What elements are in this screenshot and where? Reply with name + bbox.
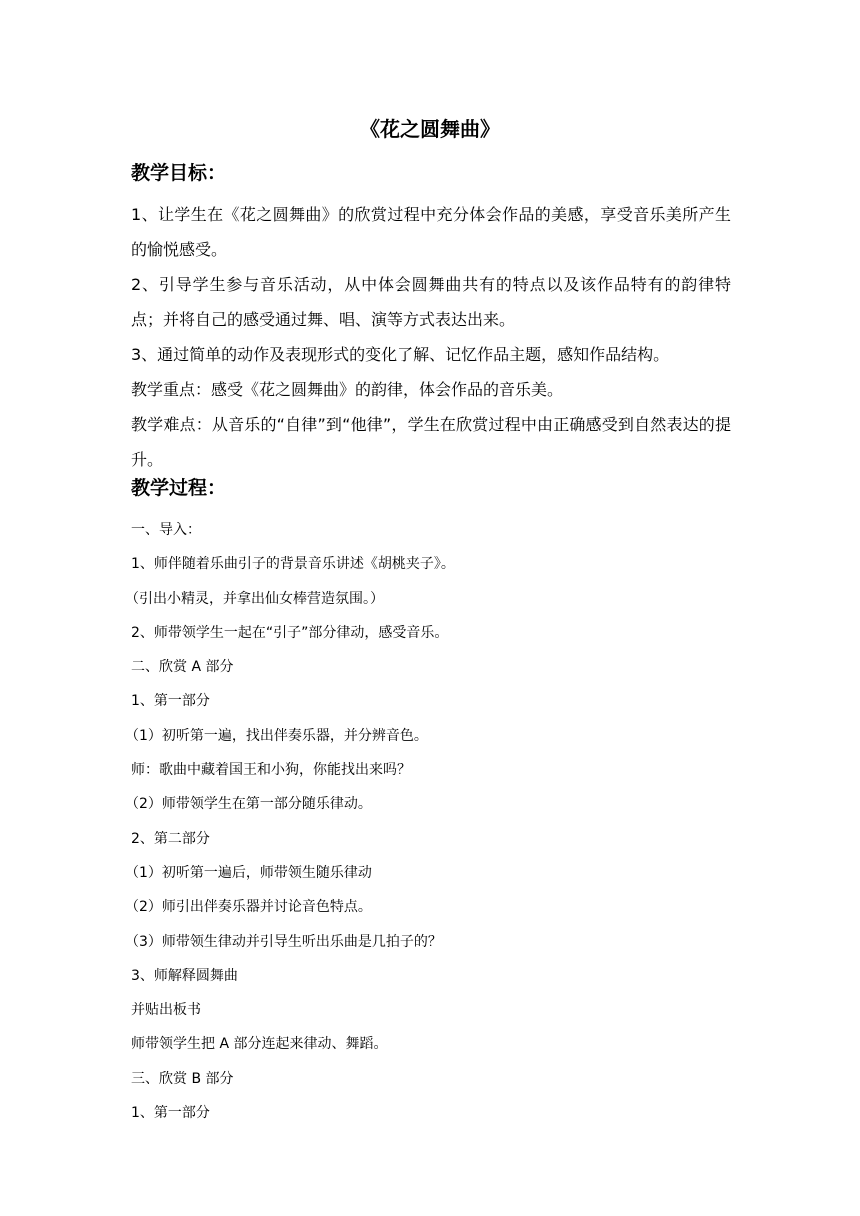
- difficult-point: 教学难点：从音乐的“自律”到“他律”，学生在欣赏过程中由正确感受到自然表达的提升。: [131, 415, 731, 469]
- objective-item-3: 3、通过简单的动作及表现形式的变化了解、记忆作品主题，感知作品结构。: [131, 345, 670, 364]
- process-line: （2）师引出伴奏乐器并讨论音色特点。: [125, 899, 372, 916]
- objective-item-1: 1、让学生在《花之圆舞曲》的欣赏过程中充分体会作品的美感，享受音乐美所产生的愉悦感受。: [131, 205, 731, 259]
- objective-item-2: 2、引导学生参与音乐活动，从中体会圆舞曲共有的特点以及该作品特有的韵律特点；并将自己的感受通过舞、唱、演等方式表达出来。: [131, 275, 731, 329]
- objectives-heading: 教学目标：: [131, 162, 227, 184]
- process-line: 3、师解释圆舞曲: [131, 967, 238, 984]
- process-line: 1、第一部分: [131, 693, 210, 710]
- process-line: （2）师带领学生在第一部分随乐律动。: [125, 796, 372, 813]
- process-line: 一、导入：: [131, 522, 201, 538]
- objectives-section: [131, 197, 731, 477]
- process-line: （1）初听第一遍后，师带领生随乐律动: [125, 864, 372, 881]
- process-line: 1、第一部分: [131, 1105, 210, 1122]
- process-line: 1、师伴随着乐曲引子的背景音乐讲述《胡桃夹子》。: [131, 556, 455, 573]
- key-point: 教学重点：感受《花之圆舞曲》的韵律，体会作品的音乐美。: [131, 380, 564, 399]
- process-line: （1）初听第一遍，找出伴奏乐器，并分辨音色。: [125, 727, 428, 744]
- process-line: 三、欣赏 B 部分: [131, 1070, 234, 1087]
- process-line: 师：歌曲中藏着国王和小狗，你能找出来吗？: [131, 762, 411, 779]
- process-line: 2、师带领学生一起在“引子”部分律动，感受音乐。: [131, 624, 449, 641]
- process-heading: 教学过程：: [131, 477, 227, 499]
- process-section: [125, 513, 731, 1130]
- process-line: 二、欣赏 A 部分: [131, 659, 234, 676]
- process-line: 并贴出板书: [131, 1002, 201, 1019]
- process-line: （3）师带领生律动并引导生听出乐曲是几拍子的？: [125, 933, 442, 950]
- process-line: （引出小精灵，并拿出仙女棒营造氛围。）: [125, 590, 384, 607]
- process-line: 2、第二部分: [131, 830, 210, 847]
- process-line: 师带领学生把 A 部分连起来律动、舞蹈。: [131, 1036, 388, 1053]
- document-title: 《花之圆舞曲》: [360, 117, 500, 141]
